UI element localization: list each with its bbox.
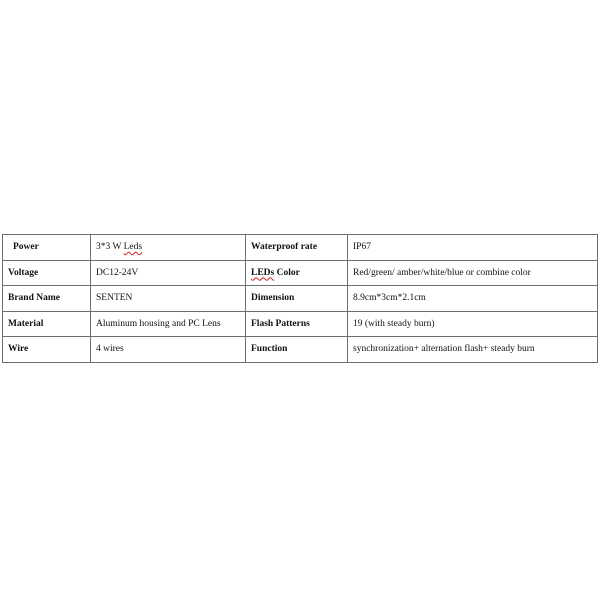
spec-label-brand-name: Brand Name: [3, 286, 91, 312]
table-row: [3, 260, 598, 286]
spec-value-wire: 4 wires: [91, 337, 246, 363]
spec-label-function: Function: [246, 337, 348, 363]
spec-value-power: 3*3 W Leds: [91, 235, 246, 261]
spec-value-function: synchronization+ alternation flash+ steady burn: [348, 337, 598, 363]
spec-label-flash-patterns: Flash Patterns: [246, 311, 348, 337]
spec-value-brand-name: SENTEN: [91, 286, 246, 312]
spec-value-leds-color: Red/green/ amber/white/blue or combine color: [348, 260, 598, 286]
spec-label-dimension: Dimension: [246, 286, 348, 312]
spec-label-material: Material: [3, 311, 91, 337]
spellcheck-marked-word: LEDs: [251, 267, 275, 278]
spec-label-waterproof-rate: Waterproof rate: [246, 235, 348, 261]
table-row: [3, 311, 598, 337]
spellcheck-marked-word: Leds: [123, 242, 143, 253]
table-row: [3, 286, 598, 312]
table-row: [3, 337, 598, 363]
spec-value-voltage: DC12-24V: [91, 260, 246, 286]
table-row: [3, 235, 598, 261]
spec-label-power: Power: [3, 235, 91, 261]
spec-table: [2, 234, 598, 363]
spec-value-dimension: 8.9cm*3cm*2.1cm: [348, 286, 598, 312]
spec-value-waterproof-rate: IP67: [348, 235, 598, 261]
spec-value-flash-patterns: 19 (with steady burn): [348, 311, 598, 337]
spec-label-voltage: Voltage: [3, 260, 91, 286]
spec-value-material: Aluminum housing and PC Lens: [91, 311, 246, 337]
spec-label-leds-color: LEDs Color: [246, 260, 348, 286]
spec-label-wire: Wire: [3, 337, 91, 363]
